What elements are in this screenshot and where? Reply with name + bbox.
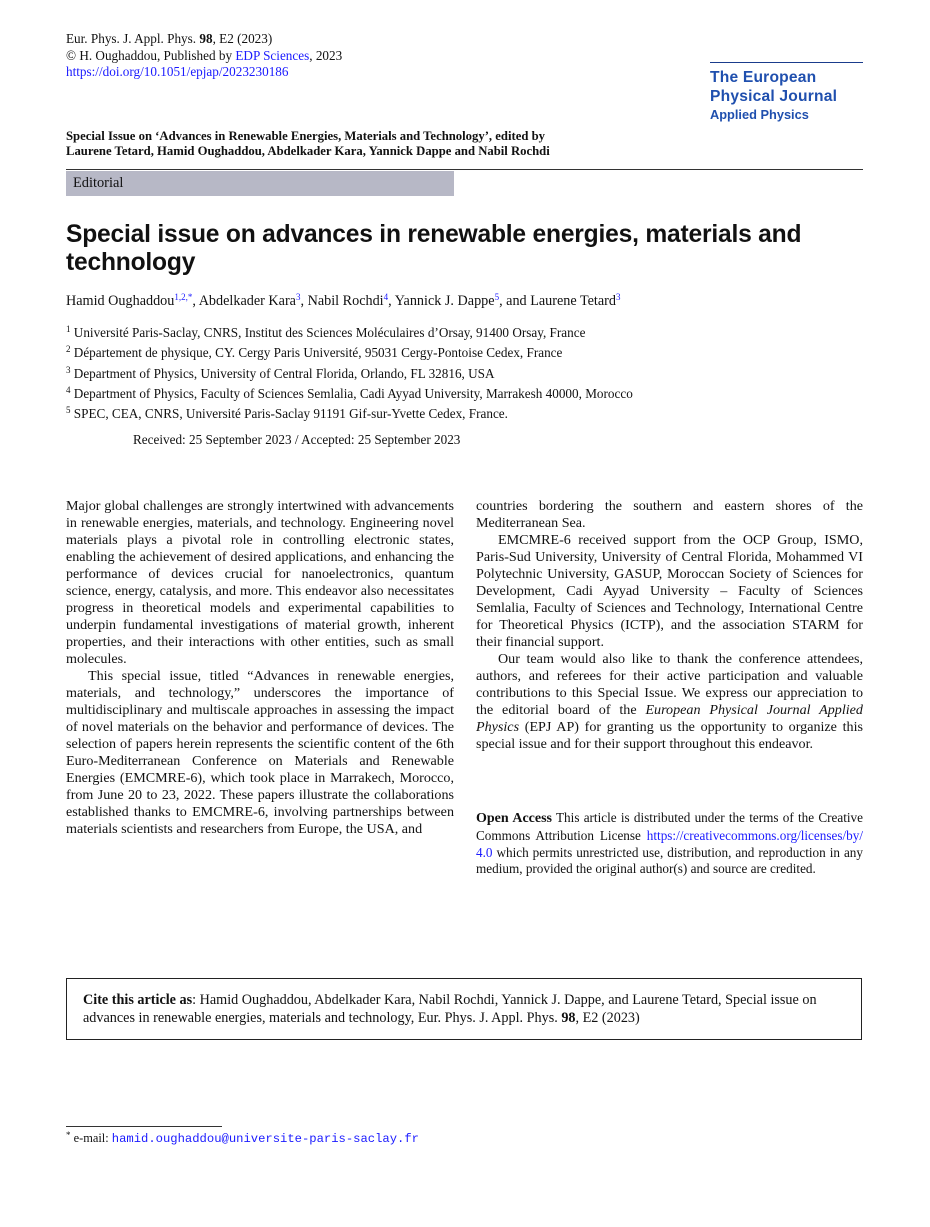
affiliation-marker[interactable]: 4 bbox=[383, 292, 389, 302]
email-link[interactable]: hamid.oughaddou@universite-paris-saclay.fr bbox=[111, 1132, 419, 1146]
affiliation-item: $^1$ Université Paris-Saclay, CNRS, Institut des Sciences Moléculaires d’Orsay, 91400 Orsay, France bbox=[66, 324, 586, 340]
volume: 98 bbox=[199, 31, 213, 46]
cite-box bbox=[66, 978, 862, 1040]
footnote: * e-mail: hamid.oughaddou@universite-paris-saclay.fr bbox=[66, 1130, 419, 1146]
copyright-line: © H. Oughaddou, Published by EDP Sciences, 2023 bbox=[66, 47, 343, 63]
affiliation-marker[interactable]: 3 bbox=[295, 292, 301, 302]
paragraph: EMCMRE-6 received support from the OCP Group, ISMO, Paris-Sud University, University of Central Florida, Mohammed VI Polytechnic University, GASUP, Moroccan Society of Sciences for Development, Cadi Ayyad University – Faculty of Sciences Semlalia, Faculty of Sciences and Technology, International Centre for Theoretical Physics (ICTP), and the association STARM for their financial support. bbox=[476, 532, 863, 650]
paragraph: This special issue, titled “Advances in renewable energies, materials, and technology,” underscores the importance of multidisciplinary and multiscale approaches in assessing the impact of novel materials on the behavior and performance of devices. The selection of papers herein represents the scientific content of the 6th Euro-Mediterranean Conference on Materials and Renewable Energies (EMCMRE-6), which took place in Marrakech, Morocco, from June 20 to 23, 2022. These papers illustrate the collaborations established thanks to EMCMRE-6, involving partnerships between materials scientists and researchers from Europe, the USA, and bbox=[66, 668, 454, 837]
affiliation-marker[interactable]: 5 bbox=[494, 292, 500, 302]
author-name: Nabil Rochdi bbox=[307, 293, 384, 309]
body-column-right bbox=[476, 498, 863, 753]
affiliation-item: $^5$ SPEC, CEA, CNRS, Université Paris-Saclay 91191 Gif-sur-Yvette Cedex, France. bbox=[66, 405, 508, 422]
paragraph: countries bordering the southern and eastern shores of the Mediterranean Sea. bbox=[476, 498, 863, 531]
author-name: Yannick J. Dappe bbox=[394, 293, 495, 309]
author-list: Hamid Oughaddou$^{1,2,*}$, Abdelkader Kara$^3$, Nabil Rochdi$^4$, Yannick J. Dappe$^5$, and Laurene Tetard$^3$ bbox=[66, 292, 621, 309]
publisher-link[interactable]: EDP Sciences bbox=[235, 47, 310, 63]
journal-logo bbox=[710, 62, 863, 124]
journal-name: European Physical Journal Applied Physics bbox=[476, 702, 863, 735]
header-divider bbox=[66, 169, 863, 170]
affiliation-list bbox=[66, 321, 633, 422]
section-label: Editorial bbox=[73, 175, 124, 191]
license-link[interactable]: https://creativecommons.org/licenses/by/4.0 bbox=[476, 827, 863, 860]
logo-line-1: The European bbox=[710, 69, 817, 86]
paragraph: Major global challenges are strongly intertwined with advancements in renewable energies, materials, and technology. Engineering novel materials plays a pivotal role in controlling electronic states, enabling the achievement of desired applications, and enhancing the performance of devices crucial for nanoelectronics, quantum science, energy, catalysis, and more. This endeavor also necessitates progress in theoretical models and experimental capabilities to underpin fundamental investigations of material growth, inherent properties, and their interactions with other entities, such as small molecules. bbox=[66, 498, 454, 667]
affiliation-item: $^4$ Department of Physics, Faculty of Sciences Semlalia, Cadi Ayyad University, Marrakesh 40000, Morocco bbox=[66, 384, 633, 401]
section-label-bar bbox=[66, 171, 454, 196]
affiliation-marker[interactable]: 3 bbox=[616, 292, 621, 302]
special-issue-note: Special Issue on ‘Advances in Renewable Energies, Materials and Technology’, edited by Laurene Tetard, Hamid Oughaddou, Abdelkader Kara, Yannick Dappe and Nabil Rochdi bbox=[66, 129, 550, 158]
citation-text: Cite this article as: Hamid Oughaddou, Abdelkader Kara, Nabil Rochdi, Yannick J. Dappe, and Laurene Tetard, Special issue on advances in renewable energies, materials and technology, Eur. Phys. J. Appl. Phys. 98, E2 (2023) bbox=[83, 992, 817, 1027]
affiliation-marker[interactable]: 1,2,* bbox=[174, 292, 193, 302]
article-metadata bbox=[66, 31, 342, 81]
article-title: Special issue on advances in renewable energies, materials and technology bbox=[66, 221, 802, 276]
journal-reference: Eur. Phys. J. Appl. Phys. 98, E2 (2023) bbox=[66, 31, 273, 46]
footnote-divider bbox=[66, 1126, 222, 1127]
cite-label: Cite this article as bbox=[83, 992, 193, 1008]
author-name: Abdelkader Kara bbox=[198, 293, 296, 309]
affiliation-item: $^2$ Département de physique, CY. Cergy Paris Université, 95031 Cergy-Pontoise Cedex, France bbox=[66, 344, 563, 361]
author-name: Hamid Oughaddou bbox=[66, 293, 175, 309]
open-access-notice: Open Access This article is distributed under the terms of the Creative Commons Attribution License https://creativecommons.org/licenses/by/4.0 which permits unrestricted use, distribution, and reproduction in any medium, provided the original author(s) and source are credited. bbox=[476, 810, 863, 877]
logo-line-2: Physical Journal bbox=[710, 88, 838, 105]
paragraph: Our team would also like to thank the conference attendees, authors, and referees for their active participation and valuable contributions to this Special Issue. We express our appreciation to the editorial board of the European Physical Journal Applied Physics (EPJ AP) for granting us the opportunity to organize this special issue and for their support throughout this endeavor. bbox=[476, 651, 863, 752]
author-name: Laurene Tetard bbox=[530, 293, 616, 309]
logo-line-3: Applied Physics bbox=[710, 107, 809, 122]
affiliation-item: $^3$ Department of Physics, University of Central Florida, Orlando, FL 32816, USA bbox=[66, 364, 495, 381]
doi-link[interactable]: https://doi.org/10.1051/epjap/2023230186 bbox=[66, 64, 289, 79]
open-access-label: Open Access bbox=[476, 811, 552, 826]
body-column-left bbox=[66, 498, 454, 838]
received-accepted-dates: Received: 25 September 2023 / Accepted: 25 September 2023 bbox=[133, 432, 461, 447]
